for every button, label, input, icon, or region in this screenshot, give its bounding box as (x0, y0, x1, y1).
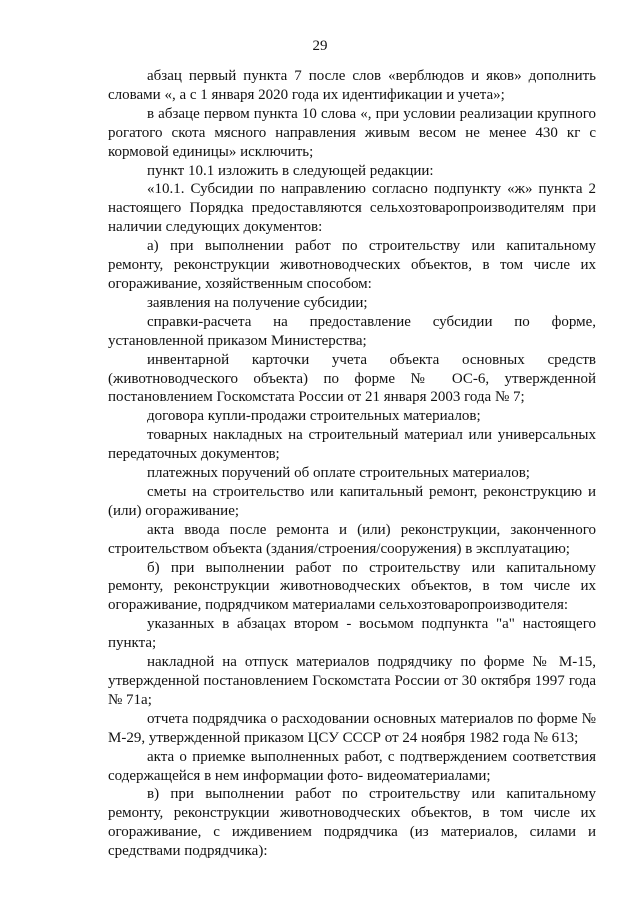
paragraph: платежных поручений об оплате строительных материалов; (147, 465, 530, 482)
page-number: 29 (312, 38, 328, 54)
paragraph: заявления на получение субсидии; (147, 294, 368, 311)
paragraph: б) при выполнении работ по строительству или капитальному ремонту, реконструкции животноводческих объектов, в том числе их огораживание, подрядчиком материалами сельхозтоваропроизводителя: (108, 559, 596, 614)
paragraph: абзац первый пункта 7 после слов «верблюдов и яков» дополнить словами «, а с 1 января 2020 года их идентификации и учета»; (108, 68, 596, 103)
paragraph: указанных в абзацах втором - восьмом подпункта "а" настоящего пункта; (108, 616, 596, 652)
paragraph: инвентарной карточки учета объекта основных средств (животноводческого объекта) по форме № ОС-6, утвержденной постановлением Госкомстата России от 21 января 2003 года № 7; (108, 351, 596, 406)
paragraph: товарных накладных на строительный материал или универсальных передаточных документов; (108, 427, 596, 463)
paragraph: акта о приемке выполненных работ, с подтверждением соответствия содержащейся в нем информации фото- видеоматериалами; (108, 748, 596, 784)
paragraph: в абзаце первом пункта 10 слова «, при условии реализации крупного рогатого скота мясного направления живым весом не менее 430 кг с кормовой единицы» исключить; (108, 105, 596, 160)
document-body (108, 67, 596, 861)
paragraph: справки-расчета на предоставление субсидии по форме, установленной приказом Министерства; (108, 313, 596, 349)
paragraph: пункт 10.1 изложить в следующей редакции: (147, 162, 434, 179)
paragraph: а) при выполнении работ по строительству или капитальному ремонту, реконструкции животноводческих объектов, в том числе их огораживание, хозяйственным способом: (108, 238, 596, 292)
paragraph: в) при выполнении работ по строительству или капитальному ремонту, реконструкции животноводческих объектов, в том числе их огораживание, с иждивением подрядчика (из материалов, силами и средствами подрядчика): (108, 786, 596, 860)
paragraph: накладной на отпуск материалов подрядчику по форме № М-15, утвержденной постановлением Госкомстата России от 30 октября 1997 года № 71а; (108, 654, 596, 708)
paragraph: отчета подрядчика о расходовании основных материалов по форме № М-29, утвержденной приказом ЦСУ СССР от 24 ноября 1982 года № 613; (108, 710, 596, 746)
paragraph: акта ввода после ремонта и (или) реконструкции, законченного строительством объекта (здания/строения/сооружения) в эксплуатацию; (108, 521, 596, 557)
paragraph: договора купли-продажи строительных материалов; (147, 408, 481, 425)
paragraph: сметы на строительство или капитальный ремонт, реконструкцию и (или) огораживание; (108, 483, 596, 519)
paragraph: «10.1. Субсидии по направлению согласно подпункту «ж» пункта 2 настоящего Порядка предоставляются сельхозтоваропроизводителям при наличии следующих документов: (108, 181, 596, 236)
